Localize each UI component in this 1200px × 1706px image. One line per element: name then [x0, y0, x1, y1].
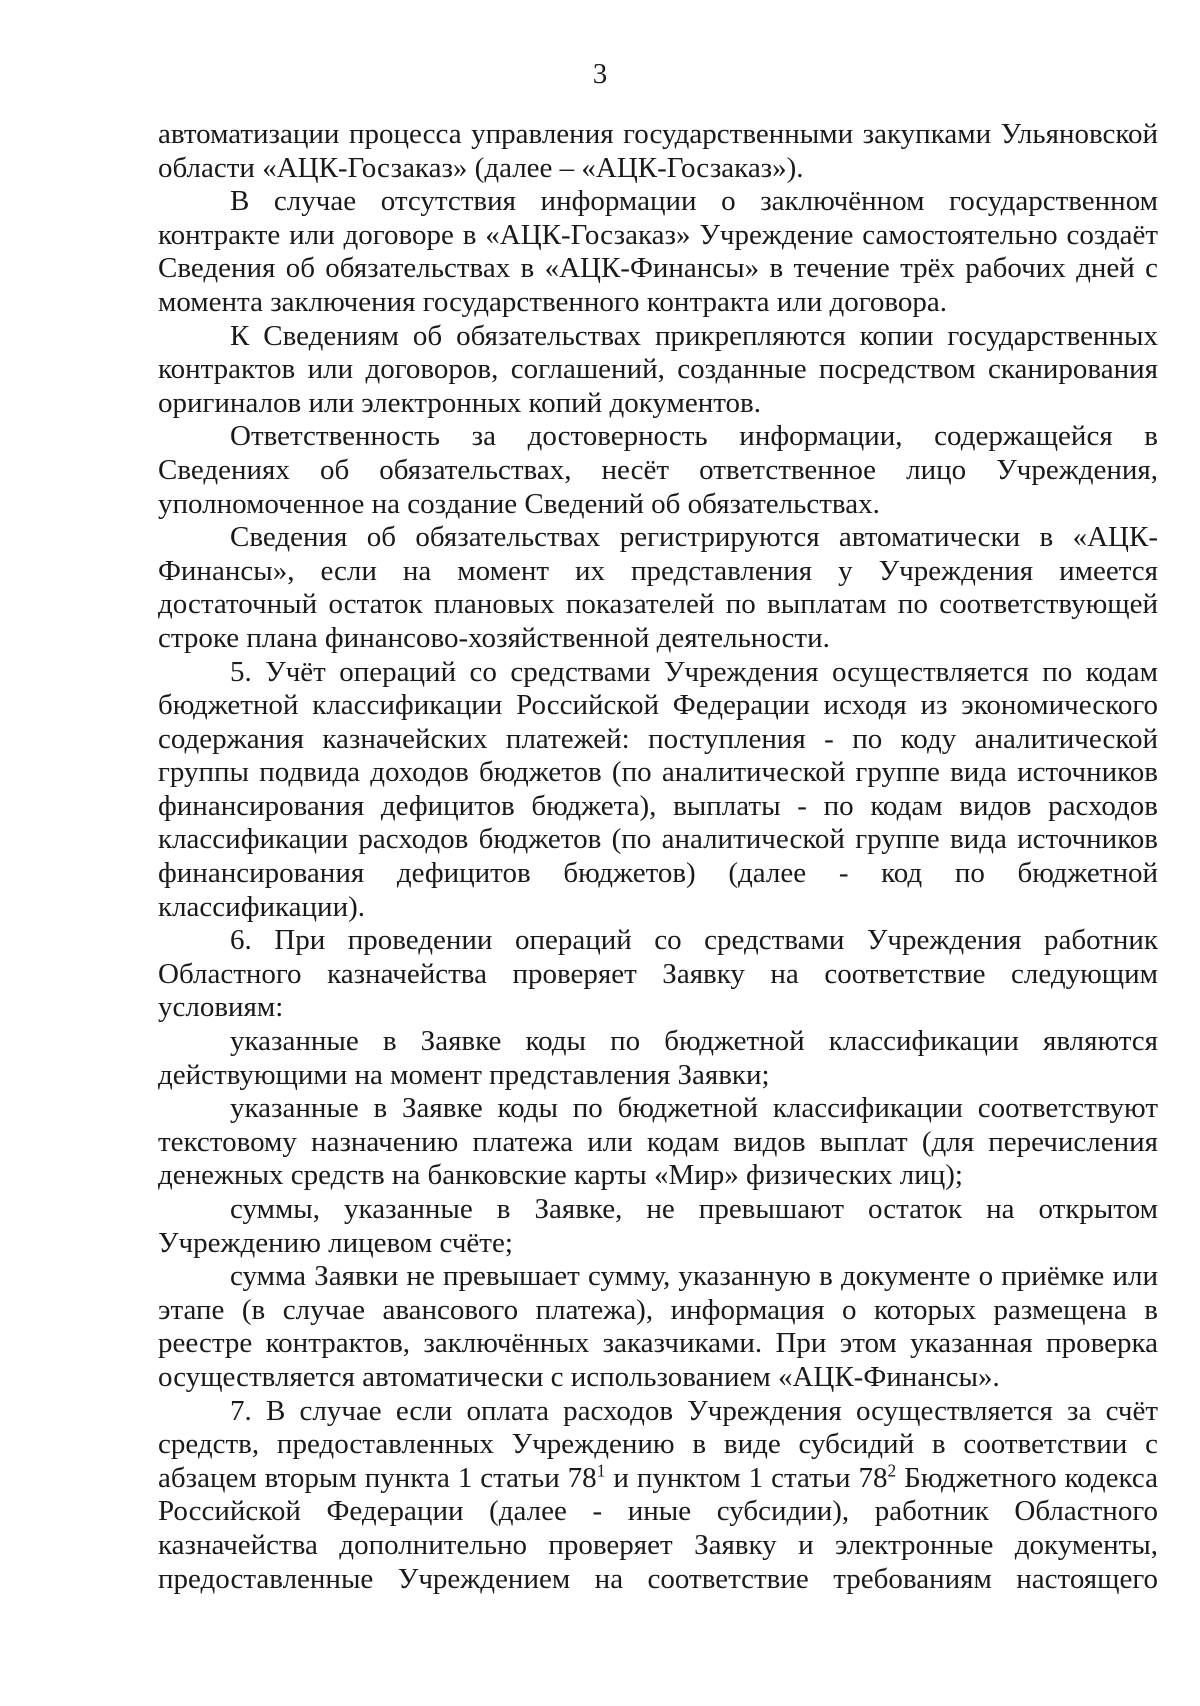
condition-paragraph: указанные в Заявке коды по бюджетной классификации соответствуют текстовому назначению платежа или кодам видов выплат (для перечисления денежных средств на банковские карты «Мир» физических лиц); [158, 1092, 1158, 1192]
paragraph-item-7 [158, 1395, 1158, 1597]
paragraph-7-text-part1: 7. В случае если оплата расходов Учреждения осуществляется за счёт средств, предоставленных Учреждению в виде субсидий в соответствии с абзацем вторым пункта 1 статьи 78 [158, 1394, 1158, 1494]
condition-paragraph: суммы, указанные в Заявке, не превышают остаток на открытом Учреждению лицевом счёте; [158, 1193, 1158, 1259]
paragraph: Сведения об обязательствах регистрируются автоматически в «АЦК-Финансы», если на момент их представления у Учреждения имеется достаточный остаток плановых показателей по выплатам по соответствующей строке плана финансово-хозяйственной деятельности. [158, 521, 1158, 654]
condition-paragraph: сумма Заявки не превышает сумму, указанную в документе о приёмке или этапе (в случае авансового платежа), информация о которых размещена в реестре контрактов, заключённых заказчиками. При этом указанная проверка осуществляется автоматически с использованием «АЦК-Финансы». [158, 1260, 1158, 1393]
condition-paragraph: указанные в Заявке коды по бюджетной классификации являются действующими на момент представления Заявки; [158, 1025, 1158, 1091]
superscript-1: 1 [596, 1460, 606, 1481]
paragraph: Ответственность за достоверность информации, содержащейся в Сведениях об обязательствах, несёт ответственное лицо Учреждения, уполномоченное на создание Сведений об обязательствах. [158, 420, 1158, 520]
page-number: 3 [592, 58, 608, 90]
document-body [158, 118, 1158, 1596]
paragraph-7-text-part3: Бюджетного кодекса Российской Федерации (далее - иные субсидии), работник Областного казначейства дополнительно проверяет Заявку и электронные документы, предоставленные Учреждением на соответствие требованиям настоящего [158, 1461, 1158, 1595]
paragraph: К Сведениям об обязательствах прикрепляются копии государственных контрактов или договоров, соглашений, созданные посредством сканирования оригиналов или электронных копий документов. [158, 319, 1158, 419]
paragraph-7-text-part2: и пунктом 1 статьи 78 [605, 1461, 888, 1494]
superscript-2: 2 [887, 1460, 897, 1481]
paragraph: В случае отсутствия информации о заключённом государственном контракте или договоре в «АЦК-Госзаказ» Учреждение самостоятельно создаёт Сведения об обязательствах в «АЦК-Финансы» в течение трёх рабочих дней с момента заключения государственного контракта или договора. [158, 185, 1158, 318]
paragraph-item-6: 6. При проведении операций со средствами Учреждения работник Областного казначейства проверяет Заявку на соответствие следующим условиям: [158, 924, 1158, 1024]
paragraph-item-5: 5. Учёт операций со средствами Учреждения осуществляется по кодам бюджетной классификации Российской Федерации исходя из экономического содержания казначейских платежей: поступления - по коду аналитической группы подвида доходов бюджетов (по аналитической группе вида источников финансирования дефицитов бюджета), выплаты - по кодам видов расходов классификации расходов бюджетов (по аналитической группе вида источников финансирования дефицитов бюджетов) (далее - код по бюджетной классификации). [158, 655, 1158, 923]
paragraph: автоматизации процесса управления государственными закупками Ульяновской области «АЦК-Госзаказ» (далее – «АЦК-Госзаказ»). [158, 118, 1158, 184]
